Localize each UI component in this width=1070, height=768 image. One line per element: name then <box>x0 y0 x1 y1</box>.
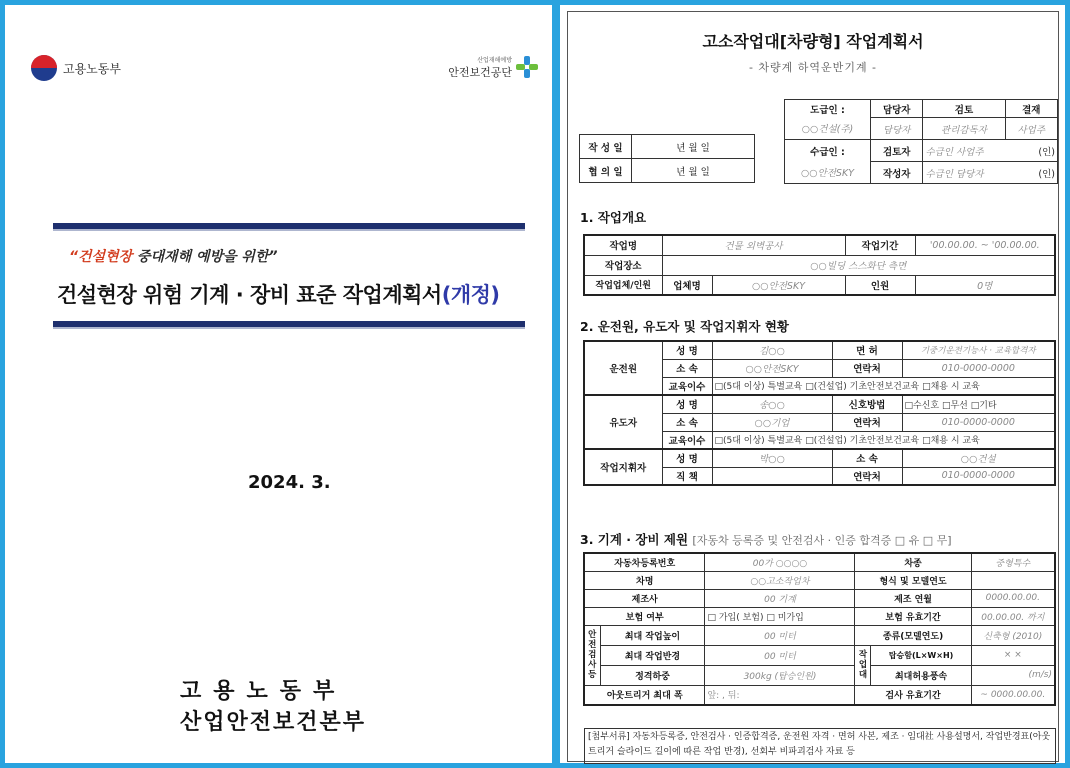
form-title: 고소작업대[차량형] 작업계획서 <box>702 32 924 51</box>
org-line1: 고용노동부 <box>180 679 347 704</box>
kosha-cross-icon <box>516 56 538 78</box>
attachments-note: [첨부서류] 자동차등록증, 안전검사 · 인증합격증, 운전원 자격 · 면허 사본, 제조 · 임대社 사용설명서, 작업반경표(아웃트리거 슬라이드 길이에 따른 작업 반경), 선회부 비파괴검사 자료 등 <box>584 728 1056 764</box>
section3-heading: 3. 기계 · 장비 제원 [자동차 등록증 및 안전검사 · 인증 합격증 □ 유 □ 무] <box>580 532 952 547</box>
form-subtitle: - 차량계 하역운반기계 - <box>748 61 878 74</box>
kosha-name: 안전보건공단 <box>448 66 512 79</box>
taeguk-icon <box>31 55 57 81</box>
ministry-logo <box>31 55 121 81</box>
equipment-table: 자동차등록번호 00가 ○○○○ 차종 중형특수 차명 ○○고소작업차 형식 및 모델연도 제조사 00 기계 제조 연월 0000.00.00. 보험 여부 □ 가입( 보험) □ 미가입 보험 유효기간 00.00.00. 까지 안전검사등 최대 작업높이 00 미터 종류(모델연도) 신축형 (2010) 최대 작업반경 00 미터 작업대 탑승함(L×W×H) × × 정격하중 300kg (탑승인원) 최대허용풍속 (m/s) 아웃트리거 최대 폭 앞: , 뒤: 검사 유효기간 ~ 0000.00.00. <box>583 552 1056 706</box>
ministry-logo-text: 고용노동부 <box>63 61 121 76</box>
title-bar-bottom <box>53 321 525 327</box>
form-frame <box>567 11 1059 762</box>
cover-date: 2024. 3. <box>248 472 331 493</box>
org-line2: 산업안전보건본부 <box>180 710 367 735</box>
overview-table: 작업명 건물 외벽공사 작업기간 '00.00.00. ~ '00.00.00. 작업장소 ○○빌딩 스스화단 측면 작업업체/인원 업체명 ○○안전SKY 인원 0명 <box>583 234 1056 296</box>
cover-title: 건설현장 위험 기계 · 장비 표준 작업계획서(개정) <box>57 283 500 307</box>
section1-heading: 1. 작업개요 <box>580 210 647 225</box>
approval-table: 도급인 : 담당자 검토 결재 ○○건설(주) 담당자 관리감독자 사업주 수급인 : 검토자 수급인 사업주 (인) ○○안전SKY 작성자 수급인 담당자 (인) <box>784 99 1058 184</box>
dates-table: 작 성 일 년 월 일 협 의 일 년 월 일 <box>579 134 755 183</box>
form-page <box>555 0 1070 768</box>
cover-subtitle: “건설현장 중대재해 예방을 위한” <box>69 249 278 265</box>
kosha-small-text: 산업재해예방 <box>477 57 512 64</box>
title-bar-top <box>53 223 525 229</box>
kosha-logo <box>448 55 538 79</box>
personnel-table: 운전원 성 명 김○○ 면 허 기중기운전기능사 · 교육합격자 소 속 ○○안전SKY 연락처 010-0000-0000 교육이수 □(5대 이상) 특별교육 □(건설업) 기초안전보건교육 □채용 시 교육 유도자 성 명 송○○ 신호방법 □수신호 □무선 □기타 소 속 ○○기업 연락처 010-0000-0000 교육이수 □(5대 이상) 특별교육 □(건설업) 기초안전보건교육 □채용 시 교육 작업지휘자 성 명 박○○ 소 속 ○○건설 직 책 연락처 010-0000-0000 <box>583 340 1056 486</box>
section2-heading: 2. 운전원, 유도자 및 작업지휘자 현황 <box>580 319 790 334</box>
